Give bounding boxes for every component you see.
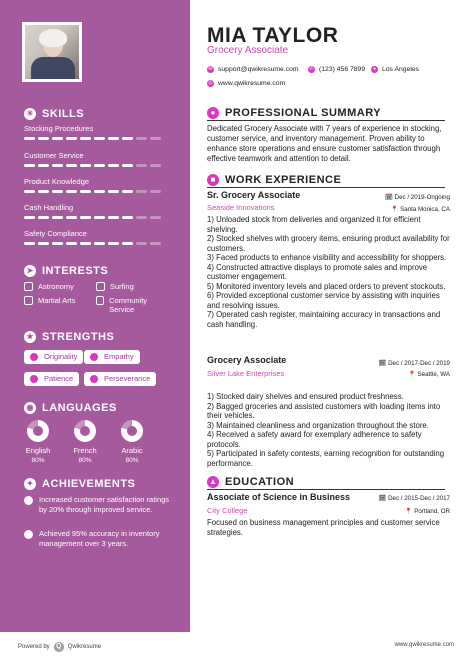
interests-heading: ➤ INTERESTS (24, 265, 108, 277)
contact-phone: ✆ (123) 456 7899 (309, 66, 366, 73)
contact-location: ● Los Angeles (372, 66, 420, 73)
briefcase-icon: ■ (207, 174, 219, 186)
summary-heading: ● PROFESSIONAL SUMMARY (207, 107, 381, 119)
job-title: Sr. Grocery Associate (207, 190, 301, 200)
qwikresume-logo-icon: Q (54, 642, 64, 652)
interest-item: Surfing (96, 282, 134, 291)
contact-email: ✉ support@qwikresume.com (208, 66, 299, 73)
summary-text: Dedicated Grocery Associate with 7 years of experience in stocking, customer service, and inventory management. Proven ability to enhance store operations and ensure customer satisfaction through effective teamwork and attention to detail. (207, 124, 442, 163)
skill-item: Safety Compliance (24, 229, 169, 245)
strength-pill: Originality (24, 350, 83, 364)
location-pin-icon: ● (372, 66, 377, 72)
interest-item: Astronomy (24, 282, 74, 291)
job-location: 📍 Santa Monica, CA (390, 206, 450, 213)
language-ring (27, 420, 49, 442)
book-icon (24, 282, 33, 291)
education-heading: ▲ EDUCATION (207, 476, 294, 488)
skill-item: Cash Handling (24, 203, 169, 219)
graduation-cap-icon: ▲ (207, 476, 219, 488)
book-icon (96, 296, 104, 305)
languages-heading: ◉ LANGUAGES (24, 402, 117, 414)
email-icon: ✉ (208, 66, 213, 72)
rocket-icon: ➤ (24, 265, 36, 277)
company-name: Silver Lake Enterprises (207, 369, 285, 378)
education-location: 📍 Portland, OR (404, 508, 450, 515)
education-dates: 🗓 Dec / 2015-Dec / 2017 (378, 495, 450, 502)
star-icon: ★ (24, 331, 36, 343)
book-icon (96, 282, 105, 291)
language-ring (74, 420, 96, 442)
divider (207, 187, 445, 188)
school-name: City College (207, 506, 248, 515)
contact-website: ◎ www.qwikresume.com (208, 80, 286, 87)
achievement-item: Increased customer satisfaction ratings by 20% through improved service. (24, 495, 174, 514)
language-item: English 80% (18, 420, 58, 464)
strength-pill: Empathy (84, 350, 140, 364)
job-title: Grocery Associate (207, 355, 287, 365)
strengths-heading: ★ STRENGTHS (24, 331, 114, 343)
achievement-item: Achieved 95% accuracy in inventory management over 3 years. (24, 529, 174, 548)
company-name: Seaside Innovations (207, 203, 275, 212)
trophy-icon: ✦ (24, 478, 36, 490)
interest-item: Martial Arts (24, 296, 76, 305)
education-text: Focused on business management principles and customer service strategies. (207, 518, 440, 537)
job-dates: 🗓 Dec / 2019-Ongoing (385, 194, 450, 201)
award-icon (24, 496, 33, 505)
footer-website-link[interactable]: www.qwikresume.com (394, 642, 454, 648)
language-item: French 80% (65, 420, 105, 464)
language-ring (121, 420, 143, 442)
degree-title: Associate of Science in Business (207, 492, 351, 502)
job-location: 📍 Seattle, WA (408, 371, 450, 378)
phone-icon: ✆ (309, 66, 314, 72)
globe-icon: ◎ (208, 80, 213, 86)
job-bullets: 1) Stocked dairy shelves and ensured product freshness. 2) Bagged groceries and assisted customers with loading items into their vehicles. 3) Maintained cleanliness and organization throughout the store. 4) Received a safety award for exemplary adherence to safety protocols. 5) Participated in safety contests, earning recognition for outstanding performance. (207, 392, 445, 468)
award-icon (24, 530, 33, 539)
skill-item: Product Knowledge (24, 177, 169, 193)
divider (207, 489, 445, 490)
user-icon: ● (207, 107, 219, 119)
strength-pill: Perseverance (84, 372, 156, 386)
language-item: Arabic 80% (112, 420, 152, 464)
lightbulb-icon: ☀ (24, 108, 36, 120)
profile-photo (22, 22, 82, 82)
book-icon (24, 296, 33, 305)
skill-item: Stocking Procedures (24, 124, 169, 140)
job-bullets: 1) Unloaded stock from deliveries and organized it for efficient shelving. 2) Stocked shelves with grocery items, ensuring product availability for customers. 3) Faced products to enhance visibility and accessibility for shoppers. 4) Constructed attractive displays to promote sales and improve customer engagement. 5) Monitored inventory levels and placed orders to prevent stockouts. 6) Provided exceptional customer service by assisting with inquiries and resolving issues. 7) Operated cash register, maintaining accuracy in transactions and cash handling. (207, 215, 450, 329)
strength-pill: Patience (24, 372, 79, 386)
achievements-heading: ✦ ACHIEVEMENTS (24, 478, 135, 490)
globe-icon: ◉ (24, 402, 36, 414)
skill-item: Customer Service (24, 151, 169, 167)
experience-heading: ■ WORK EXPERIENCE (207, 174, 341, 186)
sidebar (0, 0, 190, 632)
interest-item: Community Service (96, 296, 166, 314)
skills-heading: ☀ SKILLS (24, 108, 84, 120)
job-dates: 🗓 Dec / 2017-Dec / 2019 (378, 360, 450, 367)
candidate-role: Grocery Associate (207, 45, 289, 56)
divider (207, 120, 445, 121)
candidate-name: MIA TAYLOR (207, 24, 339, 47)
footer-brand: Powered by Q Qwikresume (18, 643, 102, 650)
